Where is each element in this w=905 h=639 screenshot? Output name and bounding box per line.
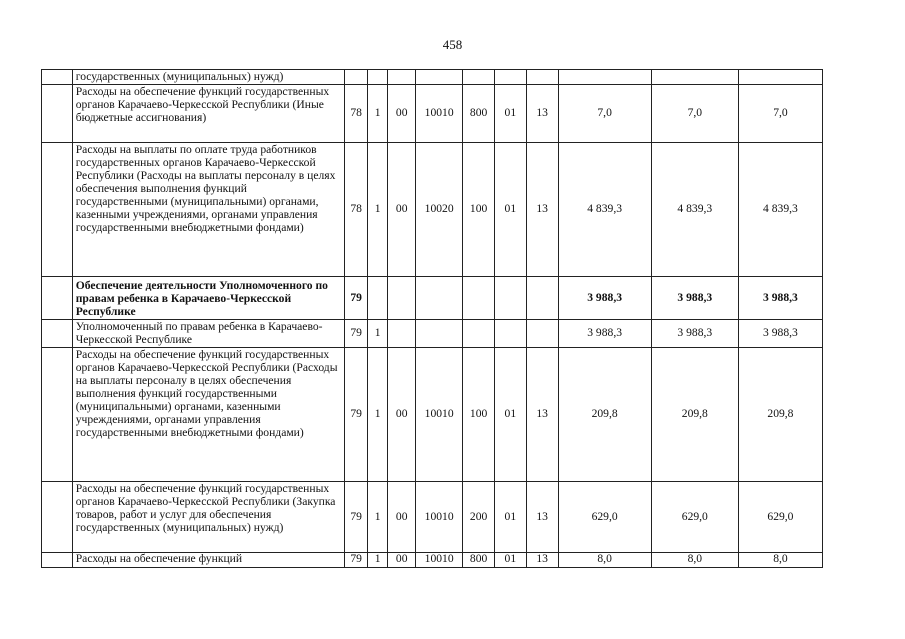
value-2020-cell: 209,8 xyxy=(651,348,738,482)
expense-name-cell: Расходы на обеспечение функций государственных органов Карачаево-Черкесской Республики (Иные бюджетные ассигнования) xyxy=(72,85,345,143)
prz-cell: 13 xyxy=(526,348,558,482)
csr-cell: 10010 xyxy=(416,482,463,553)
gr-code-cell: 79 xyxy=(345,553,368,568)
pr-cell: 1 xyxy=(367,320,387,348)
ps-cell: 00 xyxy=(388,85,416,143)
ps-cell: 00 xyxy=(388,348,416,482)
ps-cell xyxy=(388,277,416,320)
budget-table xyxy=(41,69,823,568)
pr-cell: 1 xyxy=(367,553,387,568)
csr-cell: 10010 xyxy=(416,348,463,482)
page-number: 458 xyxy=(442,37,463,52)
rz-cell xyxy=(494,320,526,348)
ps-cell xyxy=(388,320,416,348)
vr-cell: 200 xyxy=(463,482,495,553)
vr-cell: 100 xyxy=(463,143,495,277)
vr-cell: 100 xyxy=(463,348,495,482)
csr-cell: 10010 xyxy=(416,553,463,568)
value-2020-cell: 629,0 xyxy=(651,482,738,553)
rz-cell xyxy=(494,70,526,85)
prz-cell: 13 xyxy=(526,553,558,568)
prz-cell xyxy=(526,320,558,348)
row-number-cell xyxy=(42,70,73,85)
table-row xyxy=(42,348,823,482)
prz-cell: 13 xyxy=(526,482,558,553)
value-2020-cell: 4 839,3 xyxy=(651,143,738,277)
value-2020-cell: 3 988,3 xyxy=(651,277,738,320)
vr-cell xyxy=(463,277,495,320)
value-2021-cell: 3 988,3 xyxy=(738,277,822,320)
value-2021-cell xyxy=(738,70,822,85)
table-row xyxy=(42,320,823,348)
gr-code-cell xyxy=(345,70,368,85)
value-2021-cell: 8,0 xyxy=(738,553,822,568)
prz-cell: 13 xyxy=(526,143,558,277)
value-2020-cell: 3 988,3 xyxy=(651,320,738,348)
row-number-cell xyxy=(42,143,73,277)
gr-code-cell: 79 xyxy=(345,348,368,482)
value-2020-cell: 8,0 xyxy=(651,553,738,568)
table-row xyxy=(42,85,823,143)
row-number-cell xyxy=(42,482,73,553)
gr-code-cell: 78 xyxy=(345,85,368,143)
row-number-cell xyxy=(42,277,73,320)
pr-cell: 1 xyxy=(367,143,387,277)
expense-name-cell: Обеспечение деятельности Уполномоченного по правам ребенка в Карачаево-Черкесской Республике xyxy=(72,277,345,320)
expense-name-cell: государственных (муниципальных) нужд) xyxy=(72,70,345,85)
ps-cell: 00 xyxy=(388,553,416,568)
value-2020-cell xyxy=(651,70,738,85)
value-2019-cell: 209,8 xyxy=(558,348,651,482)
pr-cell xyxy=(367,70,387,85)
prz-cell: 13 xyxy=(526,85,558,143)
value-2021-cell: 629,0 xyxy=(738,482,822,553)
rz-cell: 01 xyxy=(494,143,526,277)
gr-code-cell: 78 xyxy=(345,143,368,277)
ps-cell: 00 xyxy=(388,143,416,277)
rz-cell: 01 xyxy=(494,482,526,553)
csr-cell: 10020 xyxy=(416,143,463,277)
csr-cell xyxy=(416,320,463,348)
row-number-cell xyxy=(42,85,73,143)
csr-cell xyxy=(416,70,463,85)
value-2019-cell: 7,0 xyxy=(558,85,651,143)
value-2019-cell: 4 839,3 xyxy=(558,143,651,277)
expense-name-cell: Расходы на обеспечение функций государственных органов Карачаево-Черкесской Республики (Закупка товаров, работ и услуг для обеспечения государственных (муниципальных) нужд) xyxy=(72,482,345,553)
table-row xyxy=(42,482,823,553)
prz-cell xyxy=(526,70,558,85)
vr-cell: 800 xyxy=(463,553,495,568)
csr-cell: 10010 xyxy=(416,85,463,143)
row-number-cell xyxy=(42,348,73,482)
expense-name-cell: Расходы на обеспечение функций xyxy=(72,553,345,568)
gr-code-cell: 79 xyxy=(345,320,368,348)
gr-code-cell: 79 xyxy=(345,277,368,320)
pr-cell: 1 xyxy=(367,348,387,482)
table-row xyxy=(42,143,823,277)
value-2021-cell: 7,0 xyxy=(738,85,822,143)
vr-cell xyxy=(463,320,495,348)
vr-cell xyxy=(463,70,495,85)
value-2019-cell: 3 988,3 xyxy=(558,320,651,348)
rz-cell: 01 xyxy=(494,85,526,143)
row-number-cell xyxy=(42,553,73,568)
expense-name-cell: Расходы на обеспечение функций государственных органов Карачаево-Черкесской Республики (Расходы на выплаты персоналу в целях обеспечения выполнения функций государственными (муниципальными) органами, казенными учреждениями, органами управления государственными внебюджетными фондами) xyxy=(72,348,345,482)
ps-cell: 00 xyxy=(388,482,416,553)
rz-cell: 01 xyxy=(494,553,526,568)
value-2019-cell: 3 988,3 xyxy=(558,277,651,320)
pr-cell xyxy=(367,277,387,320)
pr-cell: 1 xyxy=(367,85,387,143)
value-2019-cell: 629,0 xyxy=(558,482,651,553)
rz-cell: 01 xyxy=(494,348,526,482)
value-2020-cell: 7,0 xyxy=(651,85,738,143)
value-2021-cell: 4 839,3 xyxy=(738,143,822,277)
table-row xyxy=(42,70,823,85)
pr-cell: 1 xyxy=(367,482,387,553)
table-row xyxy=(42,277,823,320)
csr-cell xyxy=(416,277,463,320)
vr-cell: 800 xyxy=(463,85,495,143)
value-2021-cell: 209,8 xyxy=(738,348,822,482)
value-2019-cell xyxy=(558,70,651,85)
value-2019-cell: 8,0 xyxy=(558,553,651,568)
expense-name-cell: Расходы на выплаты по оплате труда работников государственных органов Карачаево-Черкесской Республики (Расходы на выплаты персоналу в целях обеспечения выполнения функций государственными (муниципальными) органами, казенными учреждениями, органами управления государственными внебюджетными фондами) xyxy=(72,143,345,277)
row-number-cell xyxy=(42,320,73,348)
prz-cell xyxy=(526,277,558,320)
gr-code-cell: 79 xyxy=(345,482,368,553)
expense-name-cell: Уполномоченный по правам ребенка в Карачаево-Черкесской Республике xyxy=(72,320,345,348)
table-row xyxy=(42,553,823,568)
ps-cell xyxy=(388,70,416,85)
value-2021-cell: 3 988,3 xyxy=(738,320,822,348)
rz-cell xyxy=(494,277,526,320)
